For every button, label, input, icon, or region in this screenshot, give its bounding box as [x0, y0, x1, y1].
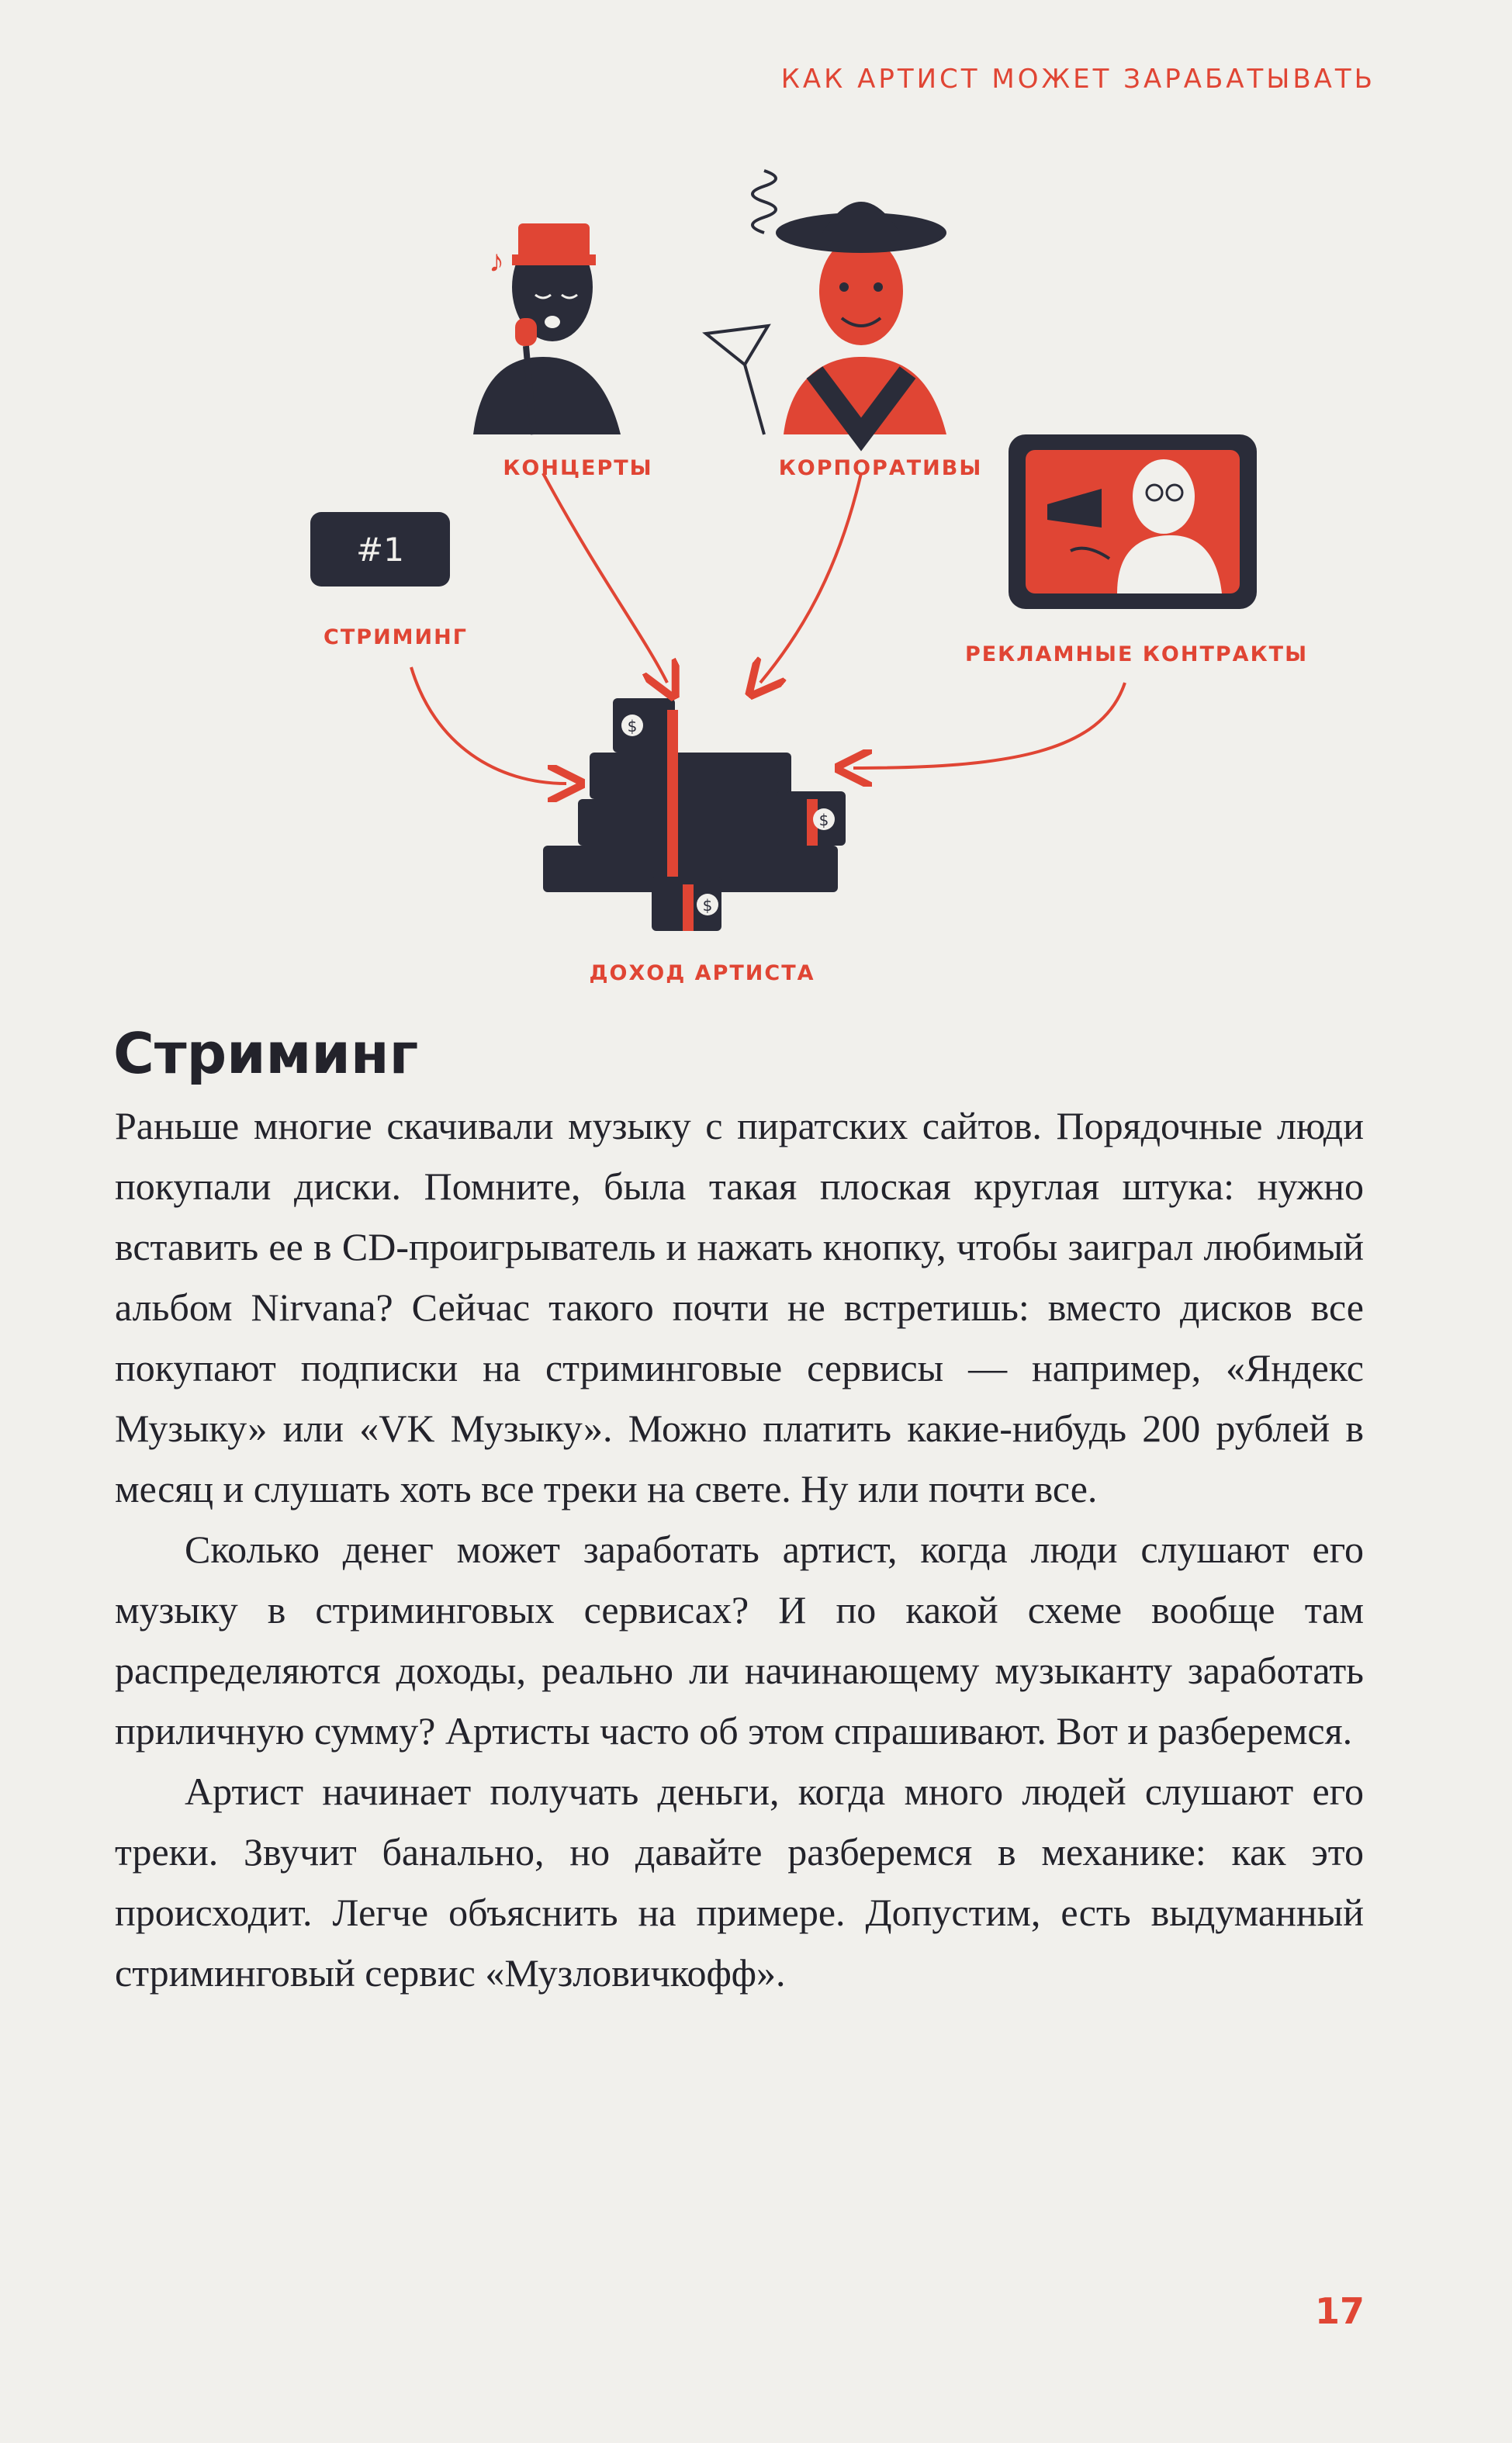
streaming-sign-text: #1 — [356, 531, 404, 569]
running-head: КАК АРТИСТ МОЖЕТ ЗАРАБАТЫВАТЬ — [780, 64, 1375, 95]
arrow-streaming — [411, 667, 566, 784]
money-symbol-2: $ — [818, 811, 829, 829]
label-ad-contracts: РЕКЛАМНЫЕ КОНТРАКТЫ — [964, 642, 1309, 666]
body-text — [115, 1095, 1364, 2003]
label-concerts: КОНЦЕРТЫ — [503, 456, 653, 480]
page-number: 17 — [1314, 2290, 1365, 2332]
section-title: Стриминг — [113, 1021, 419, 1086]
streaming-sign — [310, 512, 450, 587]
label-streaming: СТРИМИНГ — [324, 625, 468, 649]
arrow-ad-contracts — [853, 683, 1125, 768]
paragraph-1: Раньше многие скачивали музыку с пиратских сайтов. Порядочные люди покупали диски. Помните, была такая плоская круглая штука: нужно вставить ее в CD-проигрыватель и нажать кнопку, чтобы заиграл любимый альбом Nirvana? Сейчас такого почти не встретишь: вместо дисков все покупают подписки на стриминговые сервисы — например, «Яндекс Музыку» или «VK Музыку». Можно платить какие-нибудь 200 рублей в месяц и слушать хоть все треки на свете. Ну или почти все. — [115, 1104, 1364, 1510]
ad-tv-screen — [1009, 434, 1257, 609]
income-sources-illustration — [0, 140, 1512, 1016]
paragraph-2: Сколько денег может заработать артист, когда люди слушают его музыку в стриминговых сервисах? И по какой схеме вообще там распределяются доходы, реально ли начинающему музыканту заработать приличную сумму? Артисты часто об этом спрашивают. Вот и разберемся. — [115, 1528, 1364, 1753]
money-symbol-3: $ — [702, 896, 713, 915]
arrow-concerts — [543, 473, 667, 683]
label-income: ДОХОД АРТИСТА — [589, 961, 815, 985]
money-stack — [543, 698, 846, 931]
arrow-corporate — [760, 473, 861, 683]
money-symbol-1: $ — [627, 717, 638, 735]
singer-figure — [473, 223, 621, 434]
corporate-figure — [706, 171, 946, 434]
svg-text:♪: ♪ — [489, 244, 504, 279]
paragraph-3: Артист начинает получать деньги, когда много людей слушают его треки. Звучит банально, но давайте разберемся в механике: как это происходит. Легче объяснить на примере. Допустим, есть выдуманный стриминговый сервис «Музловичкофф». — [115, 1770, 1364, 1995]
label-corporate: КОРПОРАТИВЫ — [778, 456, 983, 480]
